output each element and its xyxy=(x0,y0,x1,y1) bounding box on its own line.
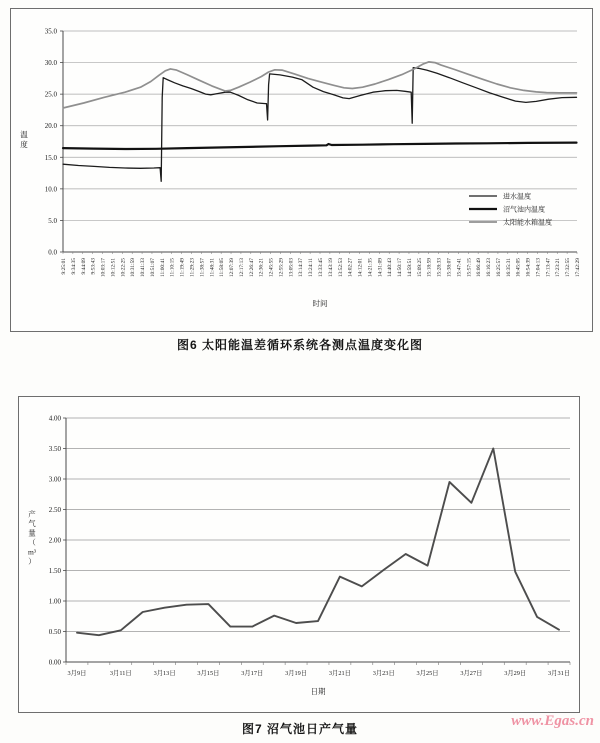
svg-text:10:51:07: 10:51:07 xyxy=(149,258,156,278)
y-axis-title xyxy=(20,130,28,149)
svg-text:11:10:15: 11:10:15 xyxy=(169,258,176,277)
svg-text:13:05:03: 13:05:03 xyxy=(288,258,295,278)
temperature-chart xyxy=(11,9,590,329)
y-axis-labels xyxy=(45,28,63,257)
svg-text:11:58:05: 11:58:05 xyxy=(219,258,226,277)
svg-text:0.50: 0.50 xyxy=(48,628,61,636)
svg-text:日期: 日期 xyxy=(310,687,326,696)
svg-text:15:38:07: 15:38:07 xyxy=(446,258,453,278)
svg-text:15:47:41: 15:47:41 xyxy=(456,258,463,278)
svg-text:沼气池内温度: 沼气池内温度 xyxy=(503,205,545,214)
svg-text:13:14:37: 13:14:37 xyxy=(298,258,305,278)
svg-text:9:53:43: 9:53:43 xyxy=(90,258,97,275)
svg-text:15:28:33: 15:28:33 xyxy=(436,258,443,278)
svg-text:15.0: 15.0 xyxy=(44,153,57,162)
figure6-caption: 图6 太阳能温差循环系统各测点温度变化图 xyxy=(176,338,423,352)
svg-text:m³: m³ xyxy=(27,547,37,557)
svg-text:15:18:59: 15:18:59 xyxy=(426,258,433,278)
svg-text:气: 气 xyxy=(28,518,36,528)
series-line-gas xyxy=(77,449,559,636)
svg-text:0.00: 0.00 xyxy=(48,658,61,667)
figure6-temperature-chart-panel xyxy=(10,8,593,332)
svg-text:30.0: 30.0 xyxy=(44,59,57,68)
svg-text:16:45:05: 16:45:05 xyxy=(515,258,522,278)
site-watermark: www.Egas.cn xyxy=(511,713,594,729)
svg-text:17:13:47: 17:13:47 xyxy=(545,258,552,278)
svg-text:温: 温 xyxy=(20,130,28,139)
svg-text:12:45:55: 12:45:55 xyxy=(268,258,275,278)
svg-text:16:35:31: 16:35:31 xyxy=(505,258,512,278)
svg-text:14:12:01: 14:12:01 xyxy=(357,258,364,278)
svg-text:14:50:17: 14:50:17 xyxy=(397,258,404,278)
x-axis-labels xyxy=(61,252,581,277)
svg-text:11:38:57: 11:38:57 xyxy=(199,258,206,277)
svg-text:3月9日: 3月9日 xyxy=(67,670,87,677)
svg-text:3月15日: 3月15日 xyxy=(197,670,220,677)
svg-text:时间: 时间 xyxy=(312,299,328,308)
svg-text:14:31:09: 14:31:09 xyxy=(377,258,384,278)
legend-group xyxy=(469,192,552,227)
svg-text:15:57:15: 15:57:15 xyxy=(466,258,473,278)
svg-text:9:34:35: 9:34:35 xyxy=(70,258,77,275)
svg-text:10:41:33: 10:41:33 xyxy=(140,258,147,278)
svg-text:产: 产 xyxy=(28,509,36,519)
svg-text:10:12:51: 10:12:51 xyxy=(110,258,117,278)
svg-text:）: ） xyxy=(28,556,36,566)
svg-text:2.00: 2.00 xyxy=(48,536,61,545)
svg-text:17:04:13: 17:04:13 xyxy=(535,258,542,278)
svg-text:11:19:49: 11:19:49 xyxy=(179,258,186,277)
svg-text:16:16:23: 16:16:23 xyxy=(486,258,493,278)
svg-text:5.0: 5.0 xyxy=(48,216,57,225)
svg-text:12:26:47: 12:26:47 xyxy=(248,258,255,278)
gas-production-chart xyxy=(19,397,577,710)
svg-text:13:24:11: 13:24:11 xyxy=(308,258,315,277)
svg-text:35.0: 35.0 xyxy=(44,27,57,36)
svg-text:3.50: 3.50 xyxy=(48,445,61,453)
svg-text:3月19日: 3月19日 xyxy=(285,670,308,677)
svg-text:3月21日: 3月21日 xyxy=(328,670,351,677)
svg-text:4.00: 4.00 xyxy=(48,414,61,423)
svg-text:0.0: 0.0 xyxy=(48,248,57,257)
svg-text:10:31:59: 10:31:59 xyxy=(130,258,137,278)
svg-text:9:44:09: 9:44:09 xyxy=(80,258,87,275)
svg-text:13:52:53: 13:52:53 xyxy=(337,258,344,278)
svg-text:16:25:57: 16:25:57 xyxy=(495,258,502,278)
svg-text:16:06:49: 16:06:49 xyxy=(476,258,483,278)
svg-text:度: 度 xyxy=(20,140,28,149)
svg-text:14:21:35: 14:21:35 xyxy=(367,258,374,278)
svg-text:3月25日: 3月25日 xyxy=(416,670,439,677)
svg-text:16:54:39: 16:54:39 xyxy=(525,258,532,278)
svg-text:太阳能水箱温度: 太阳能水箱温度 xyxy=(503,218,552,227)
svg-text:11:29:23: 11:29:23 xyxy=(189,258,196,277)
svg-text:10:22:25: 10:22:25 xyxy=(120,258,127,278)
svg-text:17:32:55: 17:32:55 xyxy=(565,258,572,278)
y-axis-labels xyxy=(49,415,66,667)
svg-text:17:23:21: 17:23:21 xyxy=(555,258,562,278)
grid-group xyxy=(63,31,577,252)
svg-text:14:59:51: 14:59:51 xyxy=(406,258,413,278)
figure7-caption: 图7 沼气池日产气量 xyxy=(241,722,358,736)
svg-text:3.00: 3.00 xyxy=(48,475,61,484)
svg-text:25.0: 25.0 xyxy=(44,90,57,99)
series-line-1 xyxy=(63,143,577,149)
svg-text:14:40:43: 14:40:43 xyxy=(387,258,394,278)
svg-text:20.0: 20.0 xyxy=(44,122,57,131)
svg-text:12:36:21: 12:36:21 xyxy=(258,258,265,278)
x-axis-title xyxy=(313,298,328,308)
x-axis-labels xyxy=(66,662,570,677)
svg-text:14:02:27: 14:02:27 xyxy=(347,258,354,278)
svg-text:3月31日: 3月31日 xyxy=(548,670,571,677)
svg-text:11:00:41: 11:00:41 xyxy=(159,258,166,277)
svg-text:3月29日: 3月29日 xyxy=(504,670,527,677)
svg-text:15:09:25: 15:09:25 xyxy=(416,258,423,278)
svg-text:进水温度: 进水温度 xyxy=(503,192,531,201)
svg-text:12:17:13: 12:17:13 xyxy=(238,258,245,278)
svg-text:13:33:45: 13:33:45 xyxy=(318,258,324,278)
svg-text:12:55:29: 12:55:29 xyxy=(278,258,285,278)
svg-text:（: （ xyxy=(28,537,36,547)
svg-text:17:42:29: 17:42:29 xyxy=(575,258,581,278)
svg-text:1.50: 1.50 xyxy=(48,567,61,575)
y-axis-title xyxy=(28,508,37,566)
svg-text:10.0: 10.0 xyxy=(44,185,57,194)
svg-text:3月17日: 3月17日 xyxy=(241,670,264,677)
svg-text:11:48:31: 11:48:31 xyxy=(209,258,216,277)
svg-text:3月23日: 3月23日 xyxy=(372,670,395,677)
x-axis-title xyxy=(311,686,326,696)
series-line-2 xyxy=(63,62,577,108)
svg-text:3月11日: 3月11日 xyxy=(109,670,132,677)
svg-text:9:25:01: 9:25:01 xyxy=(61,258,67,275)
svg-text:量: 量 xyxy=(28,528,36,538)
svg-text:2.50: 2.50 xyxy=(48,506,61,514)
svg-text:3月13日: 3月13日 xyxy=(153,670,176,677)
figure7-gas-chart-panel xyxy=(18,396,580,713)
svg-text:13:43:19: 13:43:19 xyxy=(327,258,334,278)
svg-text:1.00: 1.00 xyxy=(48,597,61,606)
svg-text:10:03:17: 10:03:17 xyxy=(100,258,107,278)
svg-text:3月27日: 3月27日 xyxy=(460,670,483,677)
svg-text:12:07:39: 12:07:39 xyxy=(229,258,236,278)
